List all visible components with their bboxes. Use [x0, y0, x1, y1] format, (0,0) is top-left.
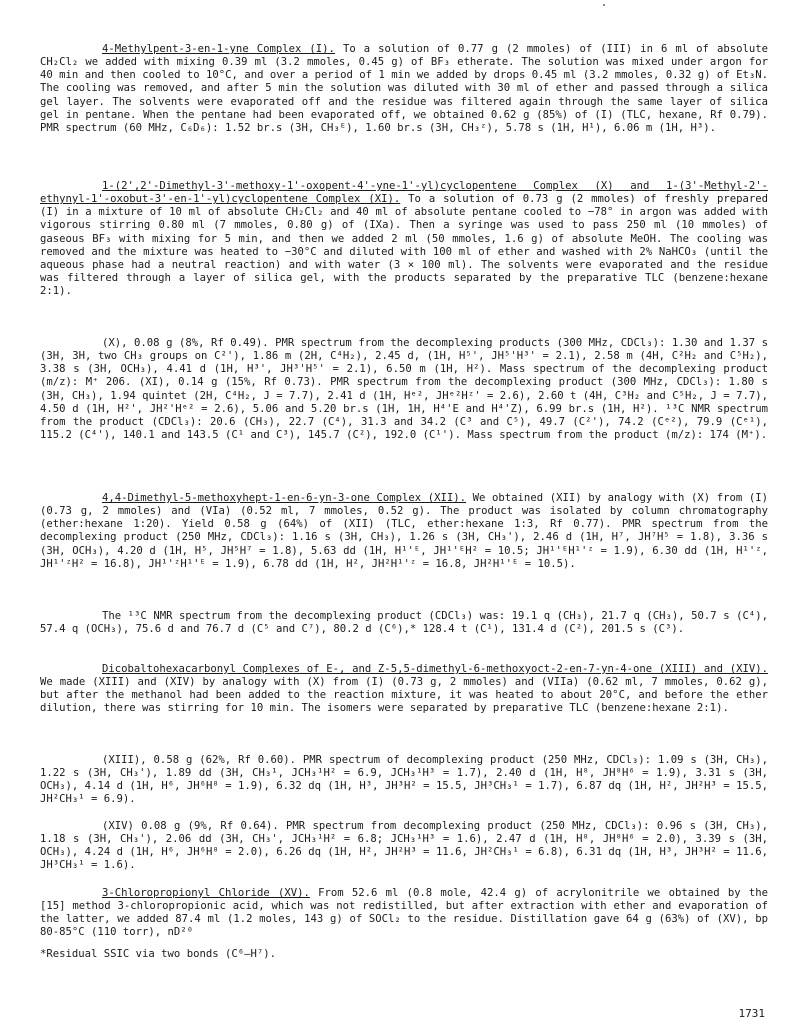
paragraph-xiii-spectrum: [40, 754, 768, 807]
section-title: 3-Chloropropionyl Chloride (XV).: [102, 887, 310, 899]
paragraph-compound-xv: [40, 887, 768, 940]
section-title: 4,4-Dimethyl-5-methoxyhept-1-en-6-yn-3-one Complex (XII).: [102, 492, 467, 504]
paragraph-text: From 52.6 ml (0.8 mole, 42.4 g) of acrylonitrile we obtained by the [15] method 3-chloropropionic acid, which was not redistilled, but after extraction with ether and evaporation of the latter, we added 87.4 ml (1.2 moles, 143 g) of SOCl₂ to the residue. Distillation gave 64 g (63%) of (XV), bp 80-85°C (110 torr), nD²⁰: [40, 887, 768, 939]
paragraph-xiv-spectrum: [40, 820, 768, 873]
section-title: Dicobaltohexacarbonyl Complexes of E-, and Z-5,5-dimethyl-6-methoxyoct-2-en-7-yn-4-one (XIII) and (XIV).: [102, 663, 768, 675]
paragraph-text: (XIV) 0.08 g (9%, Rf 0.64). PMR spectrum from decomplexing product (250 MHz, CDCl₃): 0.96 s (3H, CH₃), 1.18 s (3H, CH₃'), 2.06 dd (3H, CH₃', JCH₃¹H² = 6.8; JCH₃¹H³ = 1.6), 2.47 d (1H, H⁸, JH⁸H⁶ = 2.0), 3.39 s (3H, OCH₃), 4.24 d (1H, H⁶, JH⁶H⁸ = 2.0), 6.26 dq (1H, H², JH²H³ = 11.6, JH²CH₃¹ = 6.8), 6.31 dq (1H, H³, JH³H² = 11.6, JH³CH₃¹ = 1.6).: [40, 820, 768, 872]
paragraph-compound-xii: [40, 492, 768, 571]
paragraph-compounds-x-xi: [40, 180, 768, 298]
paragraph-text: To a solution of 0.77 g (2 mmoles) of (III) in 6 ml of absolute CH₂Cl₂ we added with mixing 0.39 ml (3.2 mmoles, 0.45 g) of BF₃ etherate. The solution was mixed under argon for 40 min and then cooled to 10°C, and over a period of 1 min we added by drops 0.45 ml (3.2 mmoles, 0.32 g) of Et₃N. The cooling was removed, and after 5 min the solution was diluted with 30 ml of ether and passed through a silica gel layer. The solvents were evaporated off and the residue was filtered again through the same layer of silica gel in pentane. When the pentane had been evaporated off, we obtained 0.62 g (85%) of (I) (TLC, hexane, Rf 0.79). PMR spectrum (60 MHz, C₆D₆): 1.52 br.s (3H, CH₃ᴱ), 1.60 br.s (3H, CH₃ᶻ), 5.78 s (1H, H¹), 6.06 m (1H, H³).: [40, 43, 768, 134]
paragraph-compounds-xiii-xiv: [40, 663, 768, 716]
scan-mark: [603, 4, 605, 6]
paragraph-text: We made (XIII) and (XIV) by analogy with (X) from (I) (0.73 g, 2 mmoles) and (VIIa) (0.62 ml, 7 mmoles, 0.62 g), but after the methanol had been added to the reaction mixture, it was heated to about 20°C, and before the ether dilution, there was stirring for 10 min. The isomers were separated by preparative TLC (benzene:hexane 2:1).: [40, 676, 768, 715]
page-number: 1731: [738, 1007, 765, 1020]
paragraph-text: (XIII), 0.58 g (62%, Rf 0.60). PMR spectrum of decomplexing product (250 MHz, CDCl₃): 1.09 s (3H, CH₃), 1.22 s (3H, CH₃'), 1.89 dd (3H, CH₃¹, JCH₃¹H² = 6.9, JCH₃¹H³ = 1.7), 2.40 d (1H, H⁸, JH⁸H⁶ = 1.9), 3.31 s (3H, OCH₃), 4.14 d (1H, H⁶, JH⁶H⁸ = 1.9), 6.32 dq (1H, H³, JH³H² = 15.5, JH³CH₃¹ = 1.7), 6.87 dq (1H, H², JH²H³ = 15.5, JH²CH₃¹ = 6.9).: [40, 754, 768, 806]
paragraph-text: (X), 0.08 g (8%, Rf 0.49). PMR spectrum from the decomplexing products (300 MHz, CDCl₃): 1.30 and 1.37 s (3H, 3H, two CH₃ groups on C²'), 1.86 m (2H, C⁴H₂), 2.45 d, (1H, H⁵', JH⁵'H³' = 2.1), 2.58 m (4H, C²H₂ and C⁵H₂), 3.38 s (3H, OCH₃), 4.41 d (1H, H³', JH³'H⁵' = 2.1), 6.50 m (1H, H²). Mass spectrum of the decomplexing product (m/z): M⁺ 206. (XI), 0.14 g (15%, Rf 0.73). PMR spectrum from the decomplexing product (300 MHz, CDCl₃): 1.80 s (3H, CH₃), 1.94 quintet (2H, C⁴H₂, J = 7.7), 2.41 d (1H, Hᵉ², JHᵉ²Hᶻ' = 2.6), 2.60 t (4H, C³H₂ and C⁵H₂, J = 7.7), 4.50 d (1H, H²', JH²'Hᵉ² = 2.6), 5.06 and 5.20 br.s (1H, 1H, H⁴'E and H⁴'Z), 6.99 br.s (1H, H²). ¹³C NMR spectrum from the product (CDCl₃): 20.6 (CH₃), 22.7 (C⁴), 31.3 and 34.2 (C³ and C⁵), 49.7 (C²'), 74.2 (Cᵉ²), 79.9 (Cᵉ¹), 115.2 (C⁴'), 140.1 and 143.5 (C¹ and C³), 145.7 (C²), 192.0 (C¹'). Mass spectrum from the product (m/z): 174 (M⁺).: [40, 337, 768, 442]
paragraph-text: We obtained (XII) by analogy with (X) from (I) (0.73 g, 2 mmoles) and (VIa) (0.52 ml, 7 mmoles, 0.52 g). The product was isolated by column chromatography (ether:hexane 1:20). Yield 0.58 g (64%) of (XII) (TLC, ether:hexane 1:3, Rf 0.77). PMR spectrum from the decomplexing product (250 MHz, CDCl₃): 1.16 s (3H, CH₃), 1.26 s (3H, CH₃'), 2.46 d (1H, H⁷, JH⁷H⁵ = 1.8), 3.36 s (3H, OCH₃), 4.20 d (1H, H⁵, JH⁵H⁷ = 1.8), 5.63 dd (1H, H¹'ᴱ, JH¹'ᴱH² = 10.5; JH¹'ᴱH¹'ᶻ = 1.9), 6.30 dd (1H, H¹'ᶻ, JH¹'ᶻH² = 16.8), JH¹'ᶻH¹'ᴱ = 1.9), 6.78 dd (1H, H², JH²H¹'ᶻ = 16.8, JH²H¹'ᴱ = 10.5).: [40, 492, 769, 570]
paragraph-text: The ¹³C NMR spectrum from the decomplexing product (CDCl₃) was: 19.1 q (CH₃), 21.7 q (CH₃), 50.7 s (C⁴), 57.4 q (OCH₃), 75.6 d and 76.7 d (C⁵ and C⁷), 80.2 d (C⁶),* 128.4 t (C¹), 131.4 d (C²), 201.5 s (C³).: [40, 610, 768, 636]
paragraph-text: To a solution of 0.73 g (2 mmoles) of freshly prepared (I) in a mixture of 10 ml of absolute CH₂Cl₂ and 40 ml of absolute pentane cooled to −78° in argon was added with vigorous stirring 0.80 ml (7 mmoles, 0.80 g) of (IXa). Then a syringe was used to pass 250 ml (10 mmoles) of gaseous BF₃ with mixing for 5 min, and then we added 2 ml (50 mmoles, 1.6 g) of absolute MeOH. The cooling was removed and the mixture was heated to −30°C and diluted with 100 ml of ether and washed with 2% NaHCO₃ (until the aqueous phase had a neutral reaction) and with water (3 × 100 ml). The solvents were evaporated and the residue was filtered through a layer of silica gel, with the products separated by the preparative TLC (benzene:hexane 2:1).: [40, 193, 768, 298]
section-title: 4-Methylpent-3-en-1-yne Complex (I).: [102, 43, 335, 55]
paragraph-x-xi-spectra: [40, 337, 768, 442]
footnote: *Residual SSIC via two bonds (C⁶–H⁷).: [40, 948, 276, 960]
section-title: 1-(2',2'-Dimethyl-3'-methoxy-1'-oxopent-4'-yne-1'-yl)cyclopentene Complex (X) and 1-(3'-Methyl-2'-ethynyl-1'-oxobut-3'-en-1'-yl)cyclopentene Complex (XI).: [40, 180, 768, 206]
paragraph-compound-i: [40, 43, 768, 135]
paragraph-xii-c13: [40, 610, 768, 636]
